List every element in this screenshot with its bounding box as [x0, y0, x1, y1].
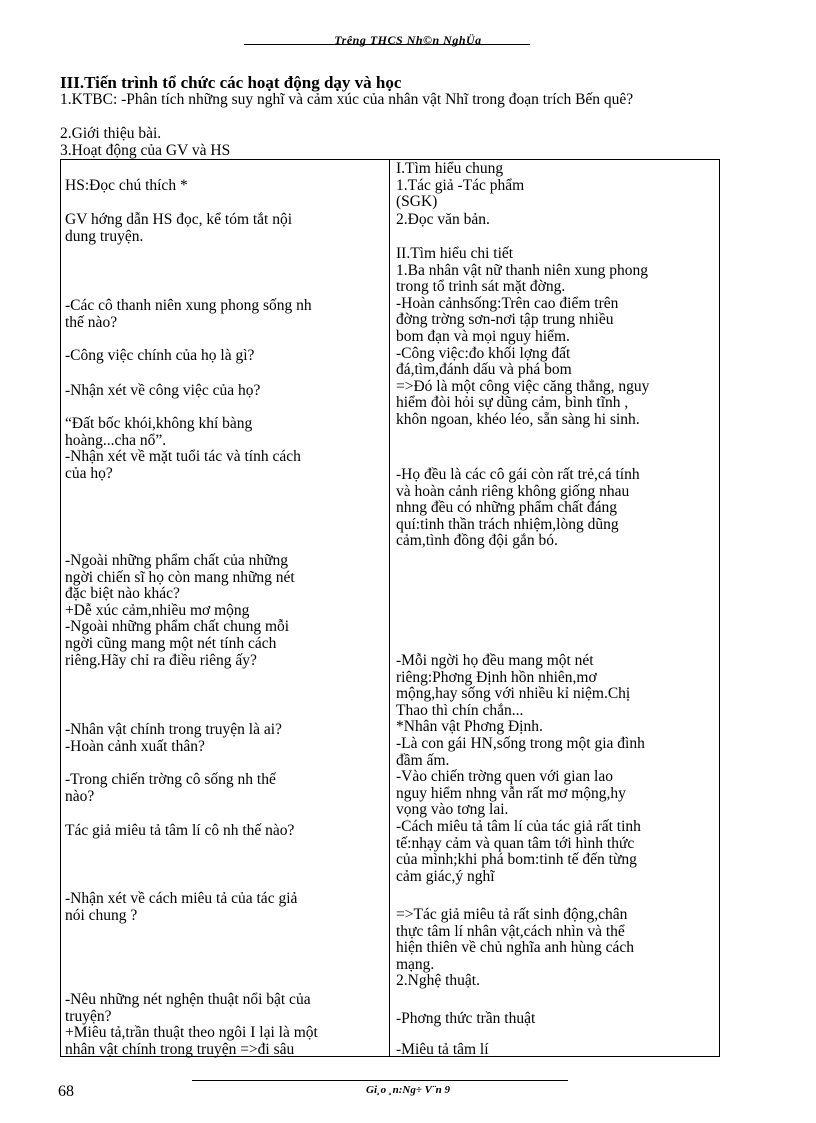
right-cell-8: -Miêu tả tâm lí: [396, 1041, 489, 1058]
right-cell-4: -Họ đều là các cô gái còn rất trẻ,cá tính và hoàn cảnh riêng không giống nhau nhng đều có những phẩm chất đáng quí:tinh thần trách nhiệm,lòng dũng cảm,tình đồng đội gắn bó.: [396, 466, 640, 550]
intro-paragraph-2: 2.Giới thiệu bài.: [60, 125, 162, 142]
intro-paragraph-1: 1.KTBC: -Phân tích những suy nghĩ và cảm xúc của nhân vật Nhĩ trong đoạn trích Bến quê?: [60, 91, 634, 108]
left-cell-4: -Công việc chính của họ là gì?: [65, 347, 255, 364]
right-cell-1: I.Tìm hiểu chung 1.Tác giả -Tác phẩm (SGK): [396, 160, 525, 211]
right-cell-7: -Phơng thức trần thuật: [396, 1010, 536, 1027]
right-cell-6: =>Tác giả miêu tả rất sinh động,chân thực tâm lí nhân vật,cách nhìn và thể hiện thiên về chủ nghĩa anh hùng cách mạng. 2.Nghệ thuật.: [396, 906, 635, 990]
left-cell-7: -Ngoài những phẩm chất của những ngời chiến sĩ họ còn mang những nét đặc biệt nào khác? +Dễ xúc cảm,nhiều mơ mộng -Ngoài những phẩm chất chung mỗi ngời cũng mang một nét tính cách riêng.Hãy chỉ ra điều riêng ấy?: [65, 552, 295, 669]
footer-rule: [192, 1080, 568, 1081]
right-cell-5: -Mỗi ngời họ đều mang một nét riêng:Phơng Định hồn nhiên,mơ mộng,hay sống với nhiều kỉ niệm.Chị Thao thì chín chắn... *Nhân vật Phơng Định. -Là con gái HN,sống trong một gia đình đầm ấm. -Vào chiến trờng quen với gian lao nguy hiểm nhng vẫn rất mơ mộng,hy vọng vào tơng lai. -Cách miêu tả tâm lí của tác giả rất tinh tế:nhạy cảm và quan tâm tới hình thức của mình;khi phá bom:tinh tế đến từng cảm giác,ý nghĩ: [396, 652, 645, 885]
right-cell-3: II.Tìm hiểu chi tiết 1.Ba nhân vật nữ thanh niên xung phong trong tổ trinh sát mặt đờng. -Hoàn cảnhsống:Trên cao điểm trên đờng trờng sơn-nơi tập trung nhiều bom đạn và mọi nguy hiểm. -Công việc:đo khối lợng đất đá,tìm,đánh dấu và phá bom =>Đó là một công việc căng thẳng, nguy hiểm đòi hỏi sự dũng cảm, bình tĩnh , khôn ngoan, khéo léo, sẵn sàng hi sinh.: [396, 245, 650, 428]
left-cell-6: “Đất bốc khói,không khí bàng hoàng...cha nổ”. -Nhận xét về mặt tuổi tác và tính cách của họ?: [65, 415, 301, 482]
left-cell-3: -Các cô thanh niên xung phong sống nh thế nào?: [65, 297, 312, 331]
left-cell-5: -Nhận xét về công việc của họ?: [65, 382, 261, 399]
intro-paragraph-3: 3.Hoạt động của GV và HS: [60, 142, 231, 159]
footer-text: Gi¸o ¸n:Ng÷ V¨n 9: [366, 1084, 450, 1096]
header-rule: [244, 44, 530, 45]
left-cell-10: Tác giả miêu tả tâm lí cô nh thế nào?: [65, 822, 295, 839]
header-school: Trêng THCS Nh©n NghÜa: [334, 33, 482, 47]
left-cell-1: HS:Đọc chú thích *: [65, 177, 188, 194]
right-cell-2: 2.Đọc văn bản.: [396, 211, 490, 228]
table-column-divider: [389, 159, 390, 1057]
left-cell-11: -Nhận xét về cách miêu tả của tác giả nói chung ?: [65, 890, 298, 924]
left-cell-12: -Nêu những nét nghện thuật nổi bật của truyện? +Miêu tả,trần thuật theo ngôi I lại là một nhân vật chính trong truyện =>đi sâu: [65, 991, 318, 1058]
page-number: 68: [58, 1083, 74, 1100]
section-title: III.Tiến trình tổ chức các hoạt động dạy và học: [60, 73, 402, 92]
left-cell-2: GV hớng dẫn HS đọc, kể tóm tắt nội dung truyện.: [65, 211, 293, 245]
left-cell-9: -Trong chiến trờng cô sống nh thế nào?: [65, 771, 276, 805]
left-cell-8: -Nhân vật chính trong truyện là ai? -Hoàn cảnh xuất thân?: [65, 721, 282, 755]
